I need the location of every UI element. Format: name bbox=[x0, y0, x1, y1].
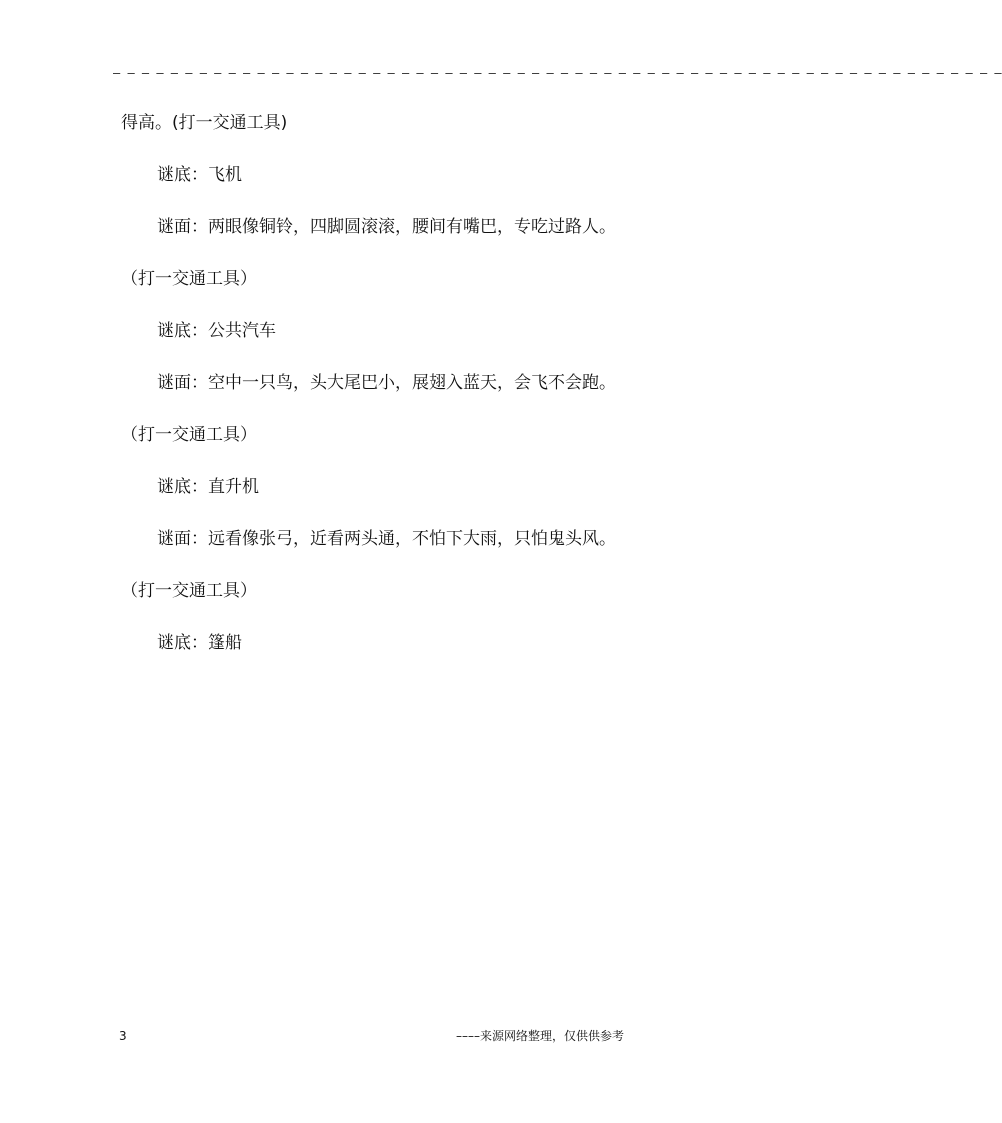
riddle-category-line: （打一交通工具） bbox=[121, 581, 257, 601]
riddle-category-line: （打一交通工具） bbox=[121, 425, 257, 445]
riddle-answer-line: 谜底：飞机 bbox=[157, 165, 242, 185]
riddle-answer-line: 谜底：篷船 bbox=[157, 633, 242, 653]
riddle-category-line: （打一交通工具） bbox=[121, 269, 257, 289]
riddle-question-line: 谜面：空中一只鸟，头大尾巴小，展翅入蓝天，会飞不会跑。 bbox=[157, 373, 616, 393]
riddle-continuation-line: 得高。(打一交通工具) bbox=[121, 113, 288, 133]
riddle-question-line: 谜面：两眼像铜铃，四脚圆滚滚，腰间有嘴巴，专吃过路人。 bbox=[157, 217, 616, 237]
page-number: 3 bbox=[119, 1029, 127, 1043]
footer-source-note: ––––来源网络整理，仅供供参考 bbox=[456, 1029, 625, 1043]
riddle-answer-line: 谜底：直升机 bbox=[157, 477, 259, 497]
header-dashed-rule: – – – – – – – – – – – – – – – – – – – – – – – – – – – – – – – – – – – – – – – – – – – – – – – – – – – – – – – – – – – – – – bbox=[113, 66, 1002, 80]
riddle-answer-line: 谜底：公共汽车 bbox=[157, 321, 276, 341]
riddle-question-line: 谜面：远看像张弓，近看两头通，不怕下大雨，只怕鬼头风。 bbox=[157, 529, 616, 549]
